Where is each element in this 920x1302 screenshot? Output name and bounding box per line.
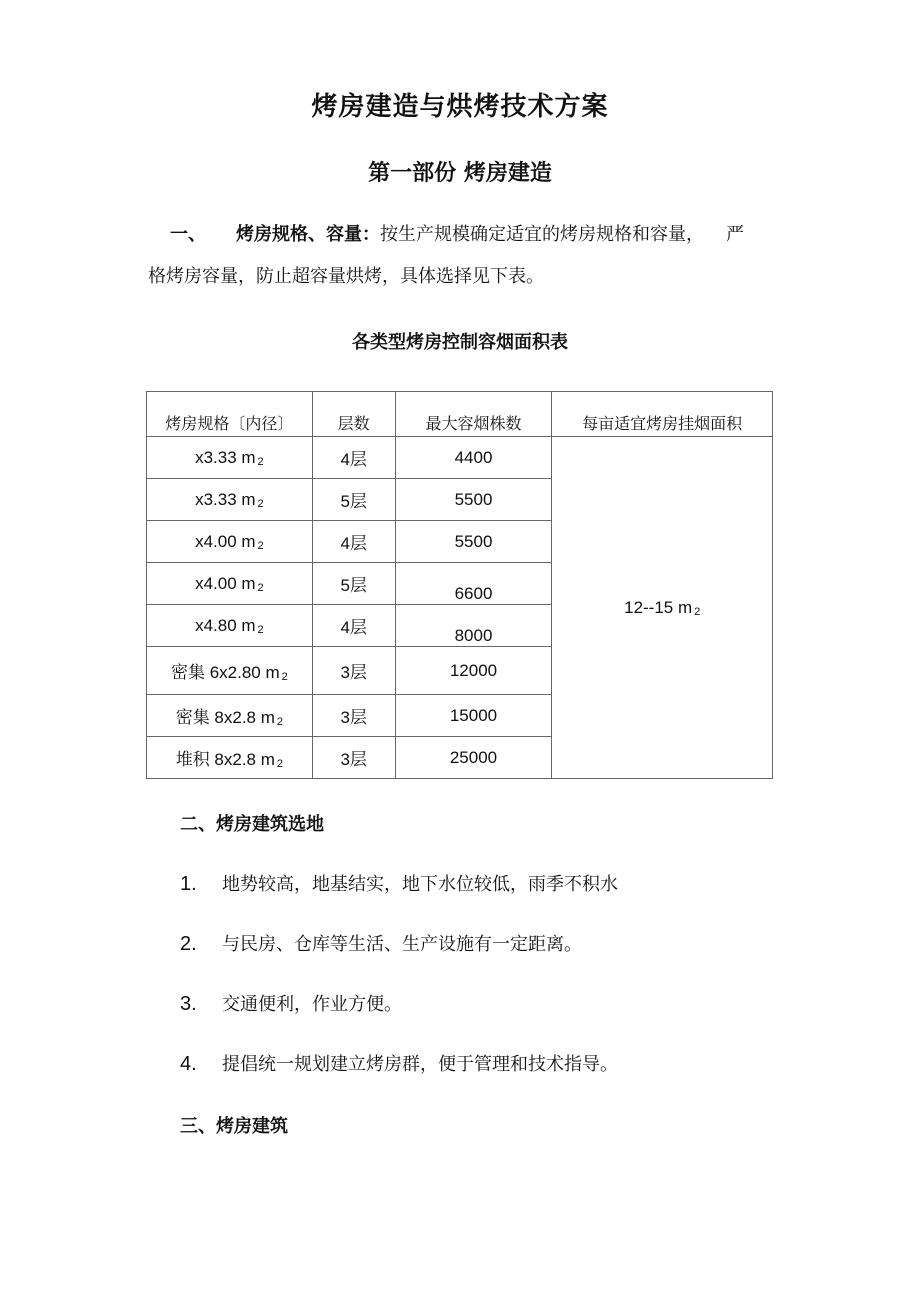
section3-title: 三、烤房建筑	[180, 1116, 288, 1137]
cell-capacity: 12000	[395, 647, 552, 695]
list-item-number: 3.	[180, 993, 197, 1015]
unit-superscript: 2	[257, 623, 264, 636]
document-title: 烤房建造与烘烤技术方案	[311, 92, 609, 122]
cell-spec	[147, 695, 313, 737]
section1-text-line1-end: 严	[726, 224, 744, 245]
list-item-text: 交通便利，作业方便。	[222, 994, 402, 1015]
list-item-text: 与民房、仓库等生活、生产设施有一定距离。	[222, 934, 582, 955]
section1-number: 一、	[170, 224, 206, 245]
cell-layers: 4层	[312, 437, 395, 479]
list-item	[180, 990, 402, 1016]
cell-spec	[147, 521, 313, 563]
section2-title: 二、烤房建筑选地	[180, 814, 324, 835]
spec-text: 密集 8x2.8 m	[175, 708, 275, 727]
section1-text-line2: 格烤房容量，防止超容量烘烤，具体选择见下表。	[148, 266, 544, 287]
unit-superscript: 2	[257, 455, 264, 468]
table-header-row	[147, 392, 773, 437]
cell-spec	[147, 437, 313, 479]
part-title: 第一部份 烤房建造	[368, 161, 552, 186]
section1-text-line1: 按生产规模确定适宜的烤房规格和容量，	[380, 224, 704, 245]
cell-layers: 4层	[312, 521, 395, 563]
spec-text: x3.33 m	[195, 489, 256, 509]
unit-superscript: 2	[257, 497, 264, 510]
list-item	[180, 930, 582, 956]
spec-text: x4.80 m	[195, 615, 256, 635]
list-item-text: 地势较高，地基结实，地下水位较低，雨季不积水	[222, 874, 618, 895]
unit-superscript: 2	[281, 671, 288, 683]
spec-text: x4.00 m	[195, 573, 256, 593]
cell-layers: 3层	[312, 647, 395, 695]
area-text: 12--15 m	[624, 597, 693, 617]
list-item	[180, 1050, 618, 1076]
section1-colon: ：	[362, 224, 380, 245]
cell-area	[552, 437, 773, 779]
unit-superscript: 2	[257, 581, 264, 594]
list-item	[180, 870, 618, 896]
spec-text: 堆积 8x2.8 m	[175, 750, 275, 769]
list-item-number: 4.	[180, 1053, 197, 1075]
unit-superscript: 2	[276, 716, 284, 728]
section1-lead: 烤房规格、容量	[236, 224, 362, 245]
spec-text: x4.00 m	[195, 531, 256, 551]
cell-spec	[147, 647, 313, 695]
cell-layers: 3层	[312, 695, 395, 737]
cell-layers: 5层	[312, 563, 395, 605]
cell-spec	[147, 563, 313, 605]
cell-capacity: 5500	[395, 521, 552, 563]
cell-capacity: 15000	[395, 695, 552, 737]
unit-superscript: 2	[257, 539, 264, 552]
section1-paragraph	[148, 214, 793, 298]
cell-capacity: 5500	[395, 479, 552, 521]
table-caption: 各类型烤房控制容烟面积表	[352, 332, 568, 353]
capacity-table	[146, 391, 773, 779]
cell-capacity: 25000	[395, 737, 552, 779]
list-item-number: 2.	[180, 933, 197, 955]
spec-text: x3.33 m	[195, 447, 256, 467]
cell-spec	[147, 737, 313, 779]
cell-capacity: 8000	[395, 605, 552, 647]
cell-capacity: 4400	[395, 437, 552, 479]
header-capacity: 最大容烟株数	[395, 392, 552, 437]
table-row	[147, 437, 773, 479]
cell-spec	[147, 479, 313, 521]
cell-capacity: 6600	[395, 563, 552, 605]
cell-layers: 4层	[312, 605, 395, 647]
cell-spec	[147, 605, 313, 647]
unit-superscript: 2	[694, 605, 701, 618]
cell-layers: 5层	[312, 479, 395, 521]
spec-text: 密集 6x2.80 m	[170, 663, 280, 682]
header-area: 每亩适宜烤房挂烟面积	[552, 392, 773, 437]
header-spec: 烤房规格〔内径〕	[147, 392, 313, 437]
list-item-number: 1.	[180, 873, 197, 895]
unit-superscript: 2	[276, 758, 284, 770]
cell-layers: 3层	[312, 737, 395, 779]
header-layers: 层数	[312, 392, 395, 437]
list-item-text: 提倡统一规划建立烤房群，便于管理和技术指导。	[222, 1054, 618, 1075]
